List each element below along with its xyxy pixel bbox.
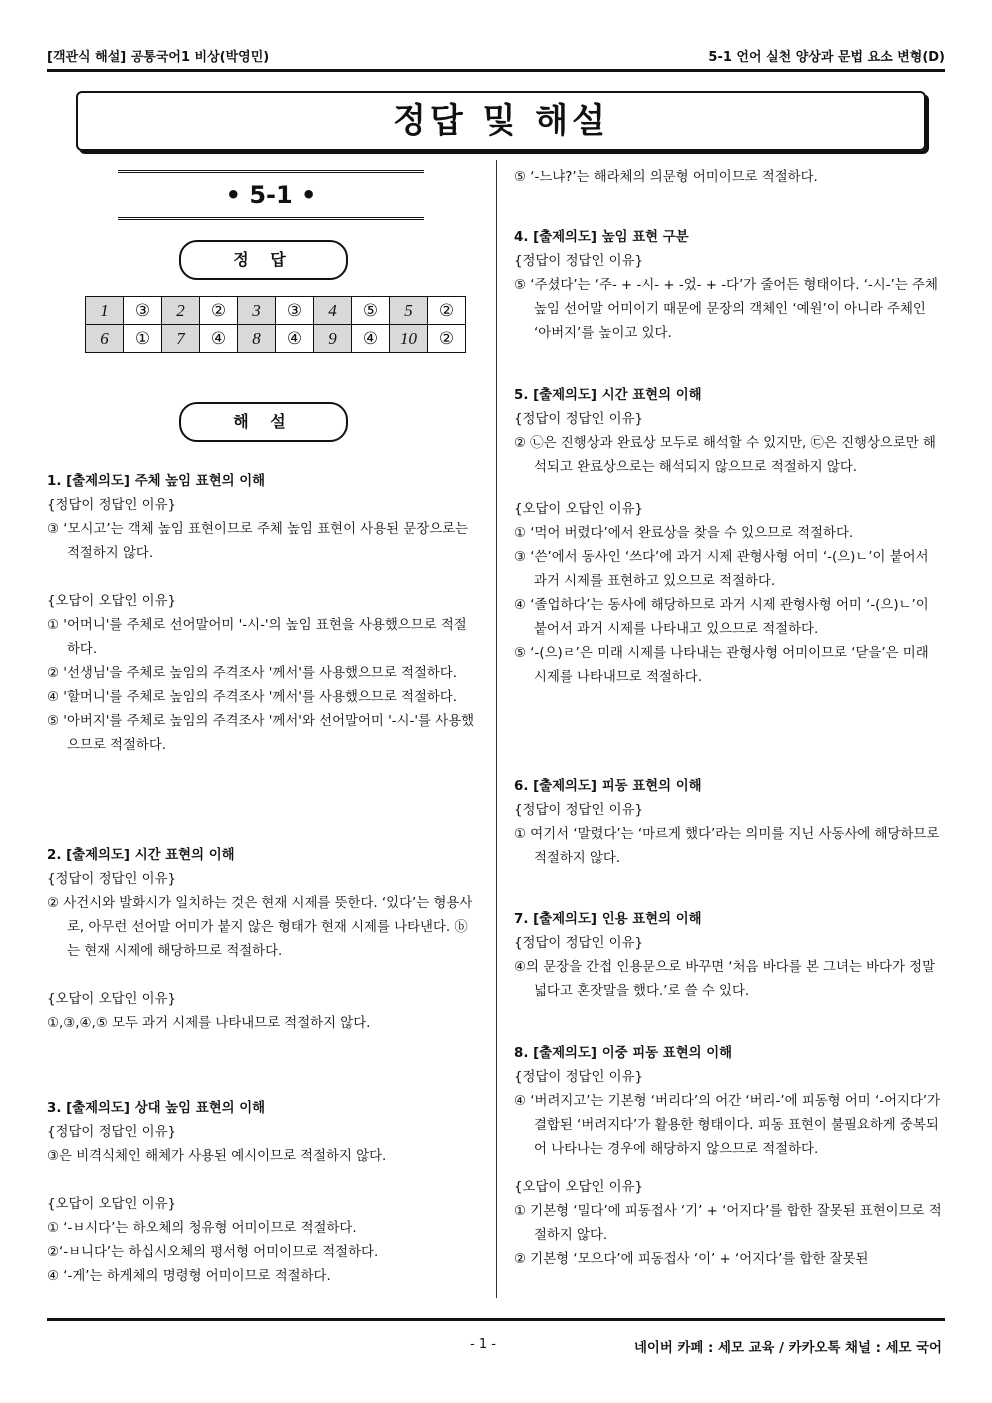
question-title: 4. [출제의도] 높임 표현 구분: [514, 230, 689, 245]
wrong-reason: ② 기본형 ‘모으다’에 피동접사 ‘이’ + ‘어지다’를 합한 잘못된: [514, 1252, 869, 1267]
question-title: 2. [출제의도] 시간 표현의 이해: [47, 848, 235, 863]
question-title: 7. [출제의도] 인용 표현의 이해: [514, 912, 702, 927]
explanation-2: [47, 844, 477, 1036]
wrong-reason: ① ‘-ㅂ시다’는 하오체의 청유형 어미이므로 적절하다.: [47, 1221, 357, 1236]
explanation-5: [514, 384, 944, 690]
question-title: 8. [출제의도] 이중 피동 표현의 이해: [514, 1046, 733, 1061]
question-number: 8: [238, 325, 276, 353]
correct-heading: {정답이 정답인 이유}: [47, 872, 177, 887]
question-title: 1. [출제의도] 주체 높임 표현의 이해: [47, 474, 266, 489]
header-rule: [47, 69, 945, 72]
explanation-6: [514, 775, 944, 871]
header-left: [객관식 해설] 공통국어1 비상(박영민): [47, 50, 270, 65]
question-number: 6: [86, 325, 124, 353]
answer-value: ③: [276, 297, 314, 325]
wrong-heading: {오답이 오답인 이유}: [47, 594, 177, 609]
correct-heading: {정답이 정답인 이유}: [514, 803, 644, 818]
correct-reason: ② 사건시와 발화시가 일치하는 것은 현재 시제를 뜻한다. ‘있다’는 형용사로, 아무런 선어말 어미가 붙지 않은 형태가 현재 시제를 나타낸다. ⓑ는 현재 시제에 해당하므로 적절하다.: [47, 896, 473, 959]
question-title: 3. [출제의도] 상대 높임 표현의 이해: [47, 1101, 266, 1116]
wrong-reason: ① 기본형 ‘밀다’에 피동접사 ‘기’ + ‘어지다’를 합한 잘못된 표현이므로 적절하지 않다.: [514, 1204, 942, 1243]
question-number: 10: [390, 325, 428, 353]
explanation-3: [47, 1097, 477, 1289]
answer-value: ②: [200, 297, 238, 325]
page-header: [47, 46, 945, 66]
answer-table: [85, 296, 466, 353]
question-number: 5: [390, 297, 428, 325]
question-number: 3: [238, 297, 276, 325]
wrong-reason: ③ ‘쓴’에서 동사인 ‘쓰다’에 과거 시제 관형사형 어미 ‘-(으)ㄴ’이 붙어서 과거 시제를 표현하고 있으므로 적절하다.: [514, 550, 929, 589]
answer-value: ②: [428, 325, 466, 353]
question-title: 5. [출제의도] 시간 표현의 이해: [514, 388, 702, 403]
correct-reason: ④ ‘버려지고’는 기본형 ‘버리다’의 어간 ‘버리-’에 피동형 어미 ‘-어지다’가 결합된 ‘버려지다’가 활용한 형태이다. 피동 표현이 불필요하게 중복되어 나타나는 경우에 해당하지 않으므로 적절하다.: [514, 1094, 941, 1157]
correct-heading: {정답이 정답인 이유}: [514, 1070, 644, 1085]
correct-reason: ⑤ ‘주셨다’는 ‘주- + -시- + -었- + -다’가 줄어든 형태이다. ‘-시-’는 주체 높임 선어말 어미이기 때문에 문장의 객체인 ‘예원’이 아니라 주체인 ‘아버지’를 높이고 있다.: [514, 278, 938, 341]
answer-row: [86, 325, 466, 353]
wrong-reason: ①,③,④,⑤ 모두 과거 시제를 나타내므로 적절하지 않다.: [47, 1016, 371, 1031]
answer-value: ④: [276, 325, 314, 353]
question-number: 2: [162, 297, 200, 325]
answer-value: ①: [124, 325, 162, 353]
answer-value: ⑤: [352, 297, 390, 325]
correct-reason: ① 여기서 ‘말렸다’는 ‘마르게 했다’라는 의미를 지닌 사동사에 해당하므로 적절하지 않다.: [514, 827, 940, 866]
answer-row: [86, 297, 466, 325]
header-right: 5-1 언어 실천 양상과 문법 요소 변형(D): [708, 50, 945, 65]
explanation-1: [47, 470, 477, 758]
wrong-reason: ① '어머니'를 주체로 선어말어미 '-시-'의 높임 표현을 사용했으므로 적절하다.: [47, 618, 467, 657]
wrong-reason: ② '선생님'을 주체로 높임의 주격조사 '께서'를 사용했으므로 적절하다.: [47, 666, 458, 681]
wrong-heading: {오답이 오답인 이유}: [514, 1180, 644, 1195]
explanation-label: 해 설: [179, 402, 348, 442]
page-title: 정답 및 해설: [76, 91, 926, 151]
wrong-heading: {오답이 오답인 이유}: [514, 502, 644, 517]
answer-value: ④: [352, 325, 390, 353]
question-number: 1: [86, 297, 124, 325]
correct-reason: ④의 문장을 간접 인용문으로 바꾸면 ‘처음 바다를 본 그녀는 바다가 정말 넓다고 혼잣말을 했다.’로 쓸 수 있다.: [514, 960, 936, 999]
correct-heading: {정답이 정답인 이유}: [47, 1125, 177, 1140]
explanation-8: [514, 1042, 944, 1272]
wrong-reason: ④ ‘졸업하다’는 동사에 해당하므로 과거 시제 관형사형 어미 ‘-(으)ㄴ’이 붙어서 과거 시제를 나타내고 있으므로 적절하다.: [514, 598, 929, 637]
wrong-reason: ②‘-ㅂ니다’는 하십시오체의 평서형 어미이므로 적절하다.: [47, 1245, 379, 1260]
answer-label: 정 답: [179, 240, 348, 280]
wrong-heading: {오답이 오답인 이유}: [47, 992, 177, 1007]
correct-heading: {정답이 정답인 이유}: [514, 936, 644, 951]
wrong-reason: ① ‘먹어 버렸다’에서 완료상을 찾을 수 있으므로 적절하다.: [514, 526, 854, 541]
wrong-heading: {오답이 오답인 이유}: [47, 1197, 177, 1212]
wrong-reason: ⑤ ‘-(으)ㄹ’은 미래 시제를 나타내는 관형사형 어미이므로 ‘닫을’은 미래 시제를 나타내므로 적절하다.: [514, 646, 929, 685]
correct-heading: {정답이 정답인 이유}: [47, 498, 177, 513]
correct-reason: ③ ‘모시고’는 객체 높임 표현이므로 주체 높임 표현이 사용된 문장으로는 적절하지 않다.: [47, 522, 469, 561]
question-number: 9: [314, 325, 352, 353]
explanation-7: [514, 908, 944, 1004]
answer-value: ②: [428, 297, 466, 325]
wrong-reason: ④ '할머니'를 주체로 높임의 주격조사 '께서'를 사용했으므로 적절하다.: [47, 690, 458, 705]
wrong-reason: ④ ‘-게’는 하게체의 명령형 어미이므로 적절하다.: [47, 1269, 331, 1284]
explanation-4: [514, 226, 944, 346]
correct-heading: {정답이 정답인 이유}: [514, 254, 644, 269]
answer-value: ③: [124, 297, 162, 325]
wrong-reason: ⑤ '아버지'를 주체로 높임의 주격조사 '께서'와 선어말어미 '-시-'를 사용했으므로 적절하다.: [47, 714, 475, 753]
footer-contact: 네이버 카페 : 세모 교육 / 카카오톡 채널 : 세모 국어: [634, 1341, 942, 1356]
correct-reason: ② ㉡은 진행상과 완료상 모두로 해석할 수 있지만, ㉢은 진행상으로만 해석되고 완료상으로는 해석되지 않으므로 적절하지 않다.: [514, 436, 936, 475]
correct-reason: ③은 비격식체인 해체가 사용된 예시이므로 적절하지 않다.: [47, 1149, 387, 1164]
wrong-reason: ⑤ ‘-느냐?’는 해라체의 의문형 어미이므로 적절하다.: [514, 170, 818, 185]
explanation-3-continued: [514, 166, 944, 190]
footer-rule: [47, 1318, 945, 1321]
question-number: 7: [162, 325, 200, 353]
question-title: 6. [출제의도] 피동 표현의 이해: [514, 779, 702, 794]
page-number: - 1 -: [470, 1337, 496, 1352]
correct-heading: {정답이 정답인 이유}: [514, 412, 644, 427]
answer-value: ④: [200, 325, 238, 353]
section-label: • 5-1 •: [118, 170, 424, 220]
column-divider: [496, 160, 497, 1298]
question-number: 4: [314, 297, 352, 325]
